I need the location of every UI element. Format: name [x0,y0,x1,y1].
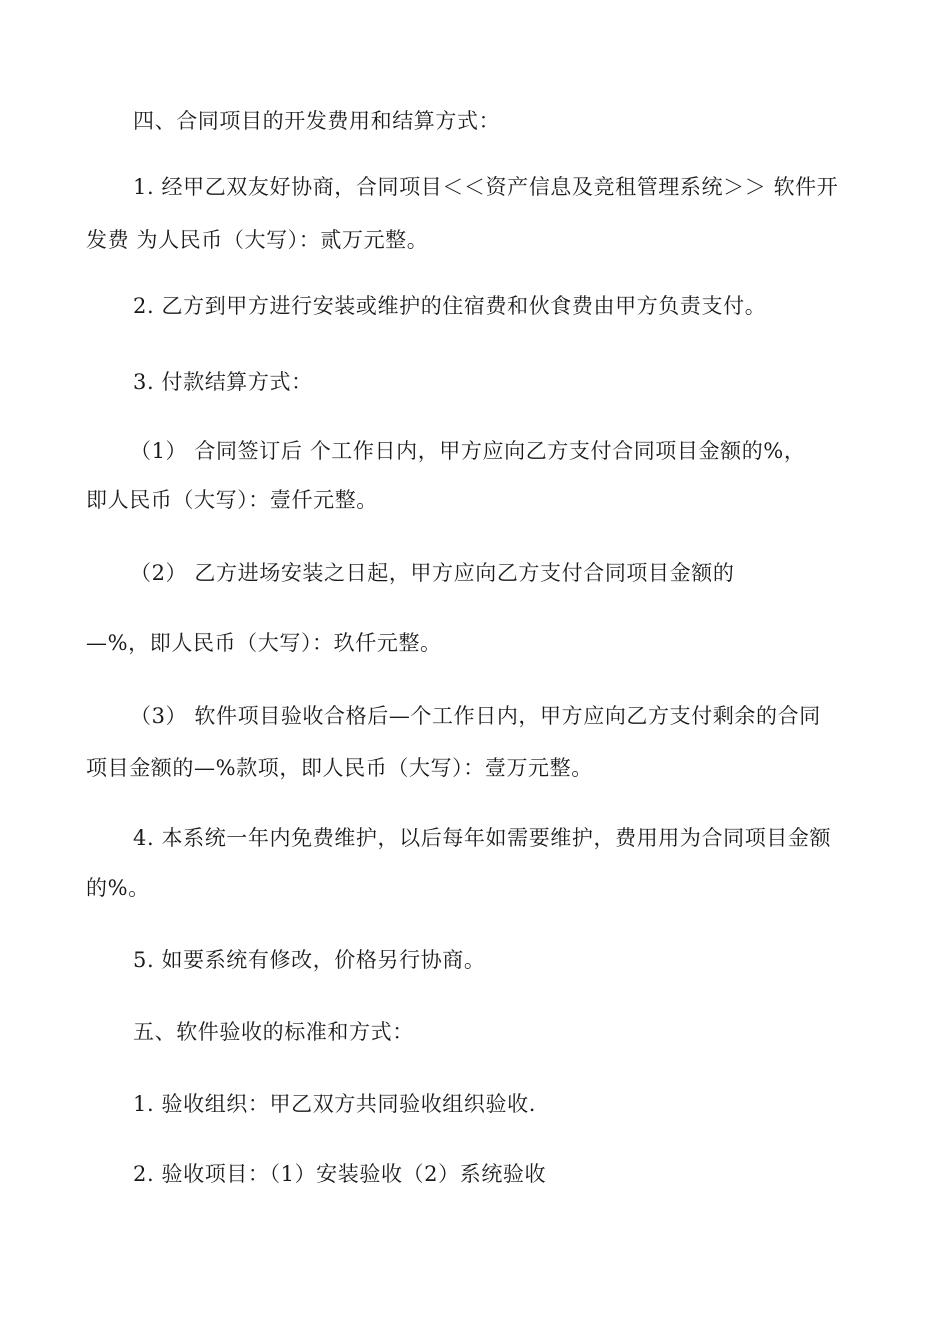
section-5-heading: 五、软件验收的标准和方式： [133,1020,414,1044]
clause-4-3: 3. 付款结算方式： [133,370,313,394]
clause-4-3-2-line-2: —%，即人民币（大写）：玖仟元整。 [86,631,442,655]
clause-4-5: 5. 如要系统有修改，价格另行协商。 [133,948,486,972]
clause-4-1-line-1: 1. 经甲乙双友好协商，合同项目＜＜资产信息及竞租管理系统＞＞ 软件开 [133,175,839,199]
clause-4-3-3-line-1: （3） 软件项目验收合格后—个工作日内，甲方应向乙方支付剩余的合同 [130,704,821,728]
section-4-heading: 四、合同项目的开发费用和结算方式： [133,109,501,133]
clause-5-2: 2. 验收项目：（1）安装验收（2）系统验收 [133,1162,547,1186]
clause-4-3-1-line-2: 即人民币（大写）：壹仟元整。 [86,488,378,512]
clause-4-3-3-line-2: 项目金额的—%款项，即人民币（大写）：壹万元整。 [86,756,593,780]
clause-5-1: 1. 验收组织：甲乙双方共同验收组织验收. [133,1092,536,1116]
clause-4-1-line-2: 发费 为人民币（大写）：贰万元整。 [86,228,429,252]
clause-4-3-2-line-1: （2） 乙方进场安装之日起，甲方应向乙方支付合同项目金额的 [130,561,735,585]
clause-4-2: 2. 乙方到甲方进行安装或维护的住宿费和伙食费由甲方负责支付。 [133,294,767,318]
clause-4-4-line-2: 的%。 [86,876,150,900]
clause-4-3-1-line-1: （1） 合同签订后 个工作日内，甲方应向乙方支付合同项目金额的%， [130,439,806,463]
clause-4-4-line-1: 4. 本系统一年内免费维护，以后每年如需要维护，费用用为合同项目金额 [133,826,832,850]
